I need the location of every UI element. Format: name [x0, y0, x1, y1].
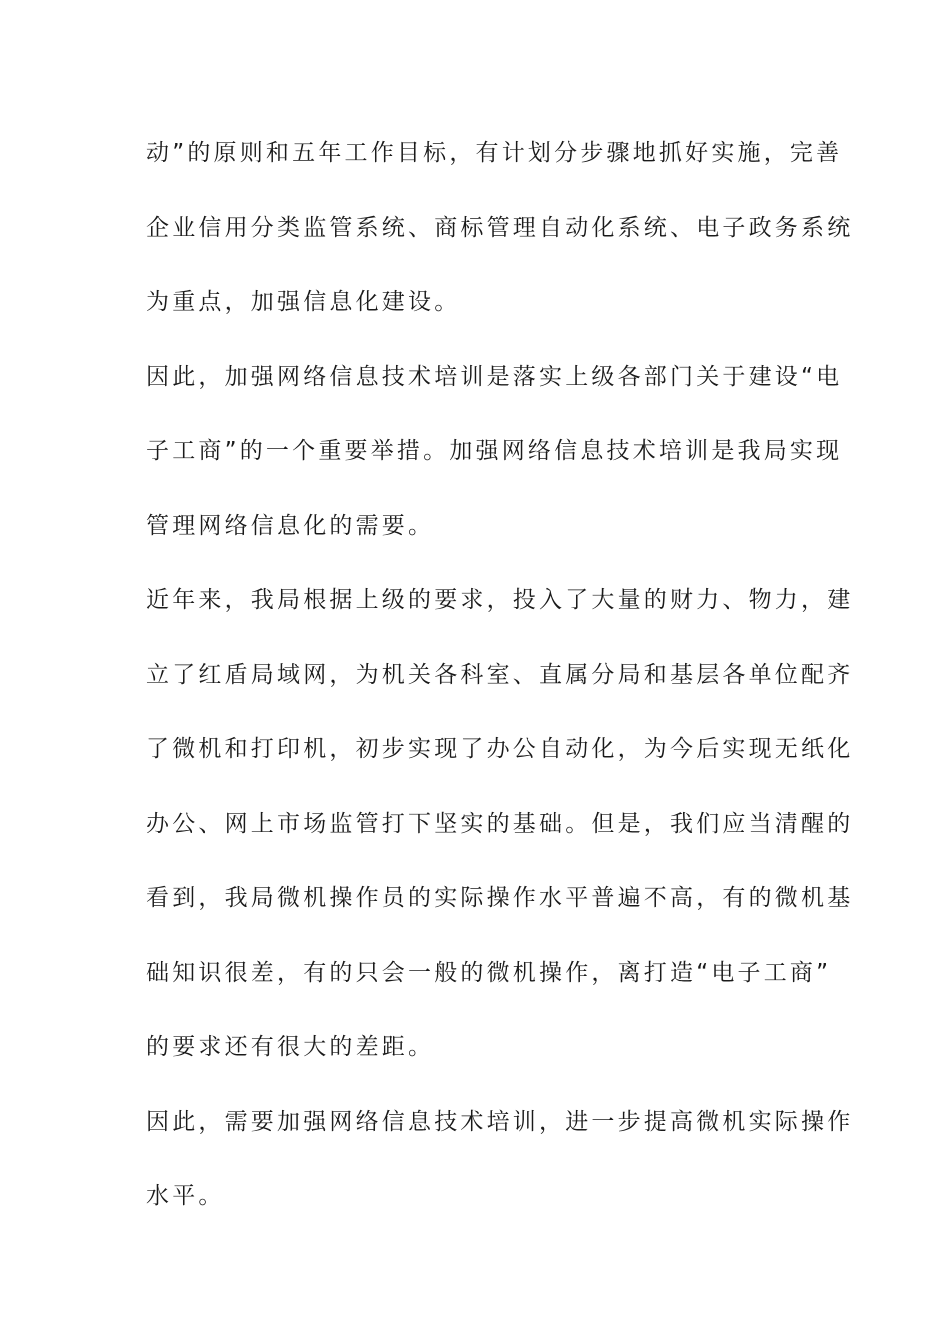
text-line: 础知识很差，有的只会一般的微机操作，离打造“电子工商” [146, 959, 832, 986]
body-text [146, 128, 854, 1246]
text-line: 了微机和打印机，初步实现了办公自动化，为今后实现无纸化 [146, 736, 854, 762]
text-line: 子工商”的一个重要举措。加强网络信息技术培训是我局实现 [146, 438, 843, 464]
text-line: 动”的原则和五年工作目标，有计划分步骤地抓好实施，完善 [146, 140, 843, 166]
text-line: 企业信用分类监管系统、商标管理自动化系统、电子政务系统 [146, 214, 854, 241]
text-line: 水平。 [146, 1183, 225, 1209]
text-line: 办公、网上市场监管打下坚实的基础。但是，我们应当清醒的 [146, 810, 854, 837]
text-line: 因此，加强网络信息技术培训是落实上级各部门关于建设“电 [146, 363, 843, 390]
text-line: 为重点，加强信息化建设。 [146, 289, 461, 315]
text-line: 立了红盾局域网，为机关各科室、直属分局和基层各单位配齐 [146, 661, 854, 688]
text-line: 因此，需要加强网络信息技术培训，进一步提高微机实际操作 [146, 1108, 854, 1135]
text-line: 近年来，我局根据上级的要求，投入了大量的财力、物力，建 [146, 587, 854, 613]
text-line: 管理网络信息化的需要。 [146, 512, 435, 539]
text-line: 的要求还有很大的差距。 [146, 1034, 435, 1060]
text-line: 看到，我局微机操作员的实际操作水平普遍不高，有的微机基 [146, 885, 854, 911]
